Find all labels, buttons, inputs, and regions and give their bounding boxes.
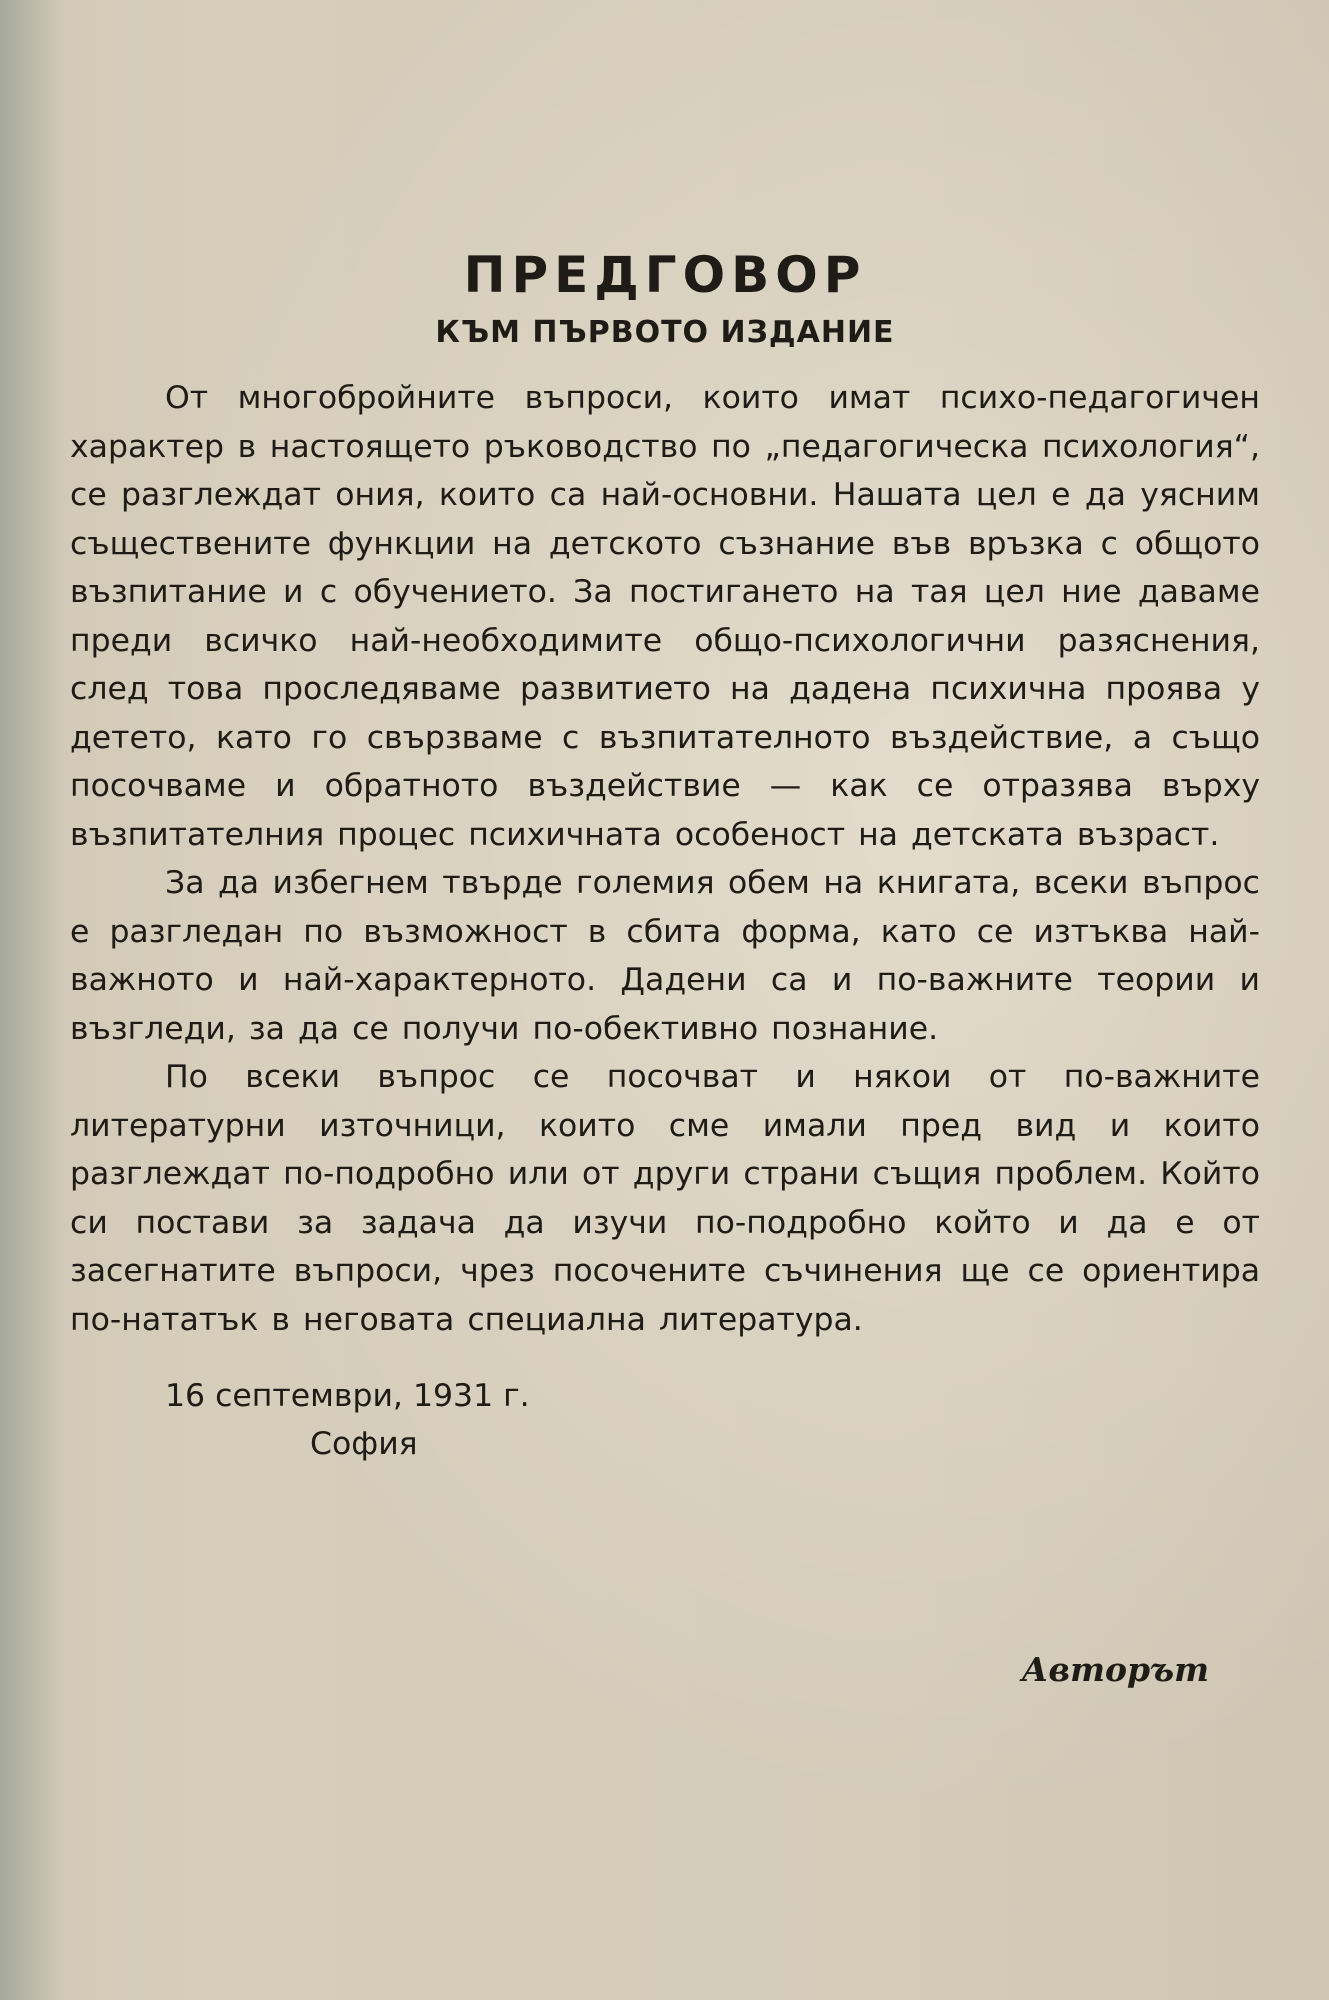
page-content [70,240,1260,1468]
page-subtitle: КЪМ ПЪРВОТО ИЗДАНИЕ [435,315,895,350]
signoff-block [70,1372,1260,1468]
signoff-author: Авторът [1021,1650,1209,1689]
paragraph-2: За да избегнем твърде големия обем на книгата, всеки въпрос е разгледан по възможност в сбита форма, като се изтъква най-важното и най-характерното. Дадени са и по-важните теории и възгледи, за да се получи по-обективно познание. [70,865,1260,1047]
signoff-date: 16 септември, 1931 г. [165,1378,530,1414]
page-title: ПРЕДГОВОР [463,246,867,304]
paragraph-1: От многобройните въпроси, които имат психо-педагогичен характер в настоящето ръководство по „педагогическа психология“, се разглеждат ония, които са най-основни. Нашата цел е да уясним съществените функции на детското съзнание във връзка с общото възпитание и с обучението. За постигането на тая цел ние даваме преди всичко най-необходимите общо-психологични разяснения, след това проследяваме развитието на дадена психична проява у детето, като го свързваме с възпитателното въздействие, а също посочваме и обратното въздействие — как се отразява върху възпитателния процес психичната особеност на детската възраст. [70,380,1260,853]
binding-shadow [0,0,60,2000]
signoff-city: София [310,1426,418,1462]
paragraph-3: По всеки въпрос се посочват и някои от по-важните литературни източници, които сме имали пред вид и които разглеждат по-подробно или от други страни същия проблем. Който си постави за задача да изучи по-подробно който и да е от засегнатите въпроси, чрез посочените съчинения ще се ориентира по-нататък в неговата специална литература. [70,1059,1260,1338]
